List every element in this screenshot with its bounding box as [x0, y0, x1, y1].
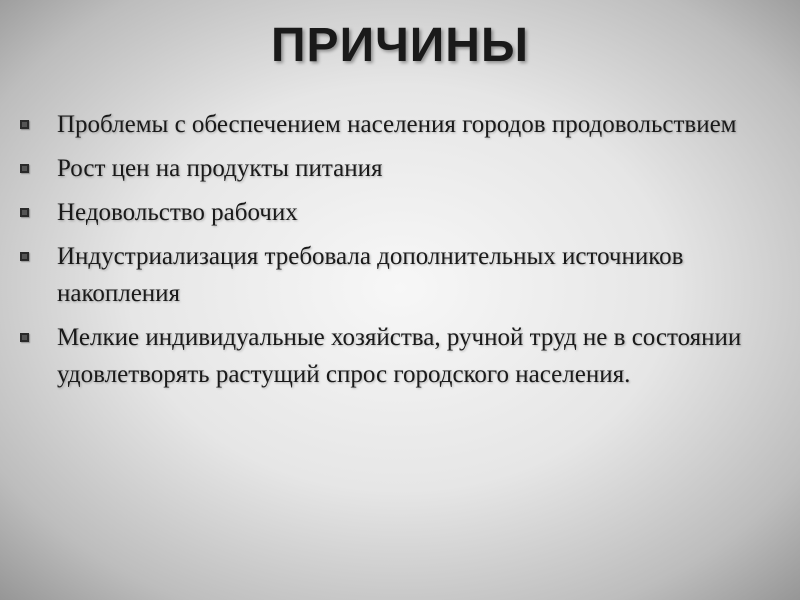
bullet-item [16, 194, 776, 231]
square-bullet-icon [20, 120, 29, 129]
square-bullet-icon [20, 208, 29, 217]
bullet-text: Недовольство рабочих [57, 199, 298, 226]
bullet-item [16, 150, 776, 187]
bullet-text: Мелкие индивидуальные хозяйства, ручной труд не в состоянии удовлетворять растущий спрос городского населения. [57, 324, 742, 388]
bullet-list [16, 106, 776, 400]
bullet-item [16, 238, 776, 312]
bullet-text: Проблемы с обеспечением населения городов продовольствием [57, 111, 737, 138]
slide-title: ПРИЧИНЫ [271, 19, 529, 72]
bullet-item [16, 106, 776, 143]
bullet-text: Индустриализация требовала дополнительных источников накопления [57, 243, 684, 307]
square-bullet-icon [20, 164, 29, 173]
bullet-text: Рост цен на продукты питания [57, 155, 383, 182]
bullet-item [16, 319, 776, 393]
square-bullet-icon [20, 333, 29, 342]
square-bullet-icon [20, 252, 29, 261]
